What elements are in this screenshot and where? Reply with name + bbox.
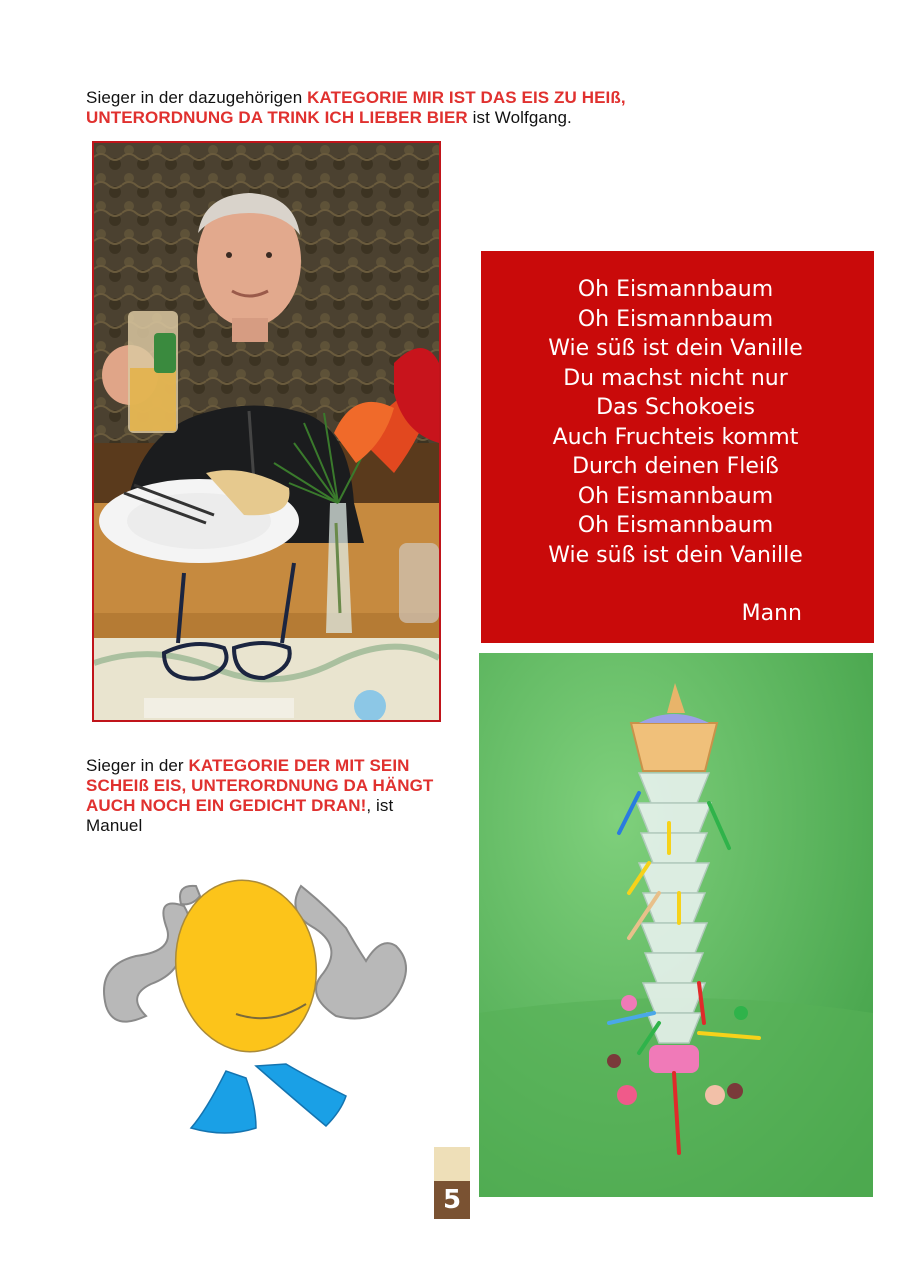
page-number-badge xyxy=(434,1147,470,1219)
mascot-drawing xyxy=(96,866,416,1146)
poem-line: Oh Eismannbaum xyxy=(577,483,774,509)
poem-lines xyxy=(481,275,874,570)
caption-suffix: ist Wolfgang. xyxy=(467,108,572,127)
poem-line: Oh Eismannbaum xyxy=(577,513,774,538)
page-number-tab xyxy=(434,1147,470,1181)
poem-line: Oh Eismannbaum xyxy=(577,306,774,332)
caption-prefix: Sieger in der dazugehörigen xyxy=(86,88,308,107)
photo-wolfgang-with-beer xyxy=(92,141,441,722)
caption-manuel xyxy=(86,756,446,836)
poem-signature: Mann xyxy=(741,601,802,626)
category-title: KATEGORIE MIR IST DAS EIS ZU HEIß, UNTERORDNUNG DA TRINK ICH LIEBER BIER xyxy=(86,88,626,127)
caption-suffix: , ist Manuel xyxy=(86,796,394,835)
poem-line: Wie süß ist dein Vanille xyxy=(548,542,803,568)
photo-ice-cream-cup-tower xyxy=(479,653,873,1197)
poem-line: Durch deinen Fleiß xyxy=(572,454,779,479)
caption-wolfgang xyxy=(86,88,706,128)
poem-line: Du machst nicht nur xyxy=(563,365,788,391)
poem-box xyxy=(481,251,874,643)
poem-line: Oh Eismannbaum xyxy=(577,277,774,302)
category-title: KATEGORIE DER MIT SEIN SCHEIß EIS, UNTERORDNUNG DA HÄNGT AUCH NOCH EIN GEDICHT DRAN! xyxy=(86,756,434,815)
page-number: 5 xyxy=(434,1181,470,1219)
poem-line: Wie süß ist dein Vanille xyxy=(548,336,803,361)
caption-prefix: Sieger in der xyxy=(86,756,189,775)
poem-line: Das Schokoeis xyxy=(596,395,755,420)
poem-line: Auch Fruchteis kommt xyxy=(552,424,799,450)
